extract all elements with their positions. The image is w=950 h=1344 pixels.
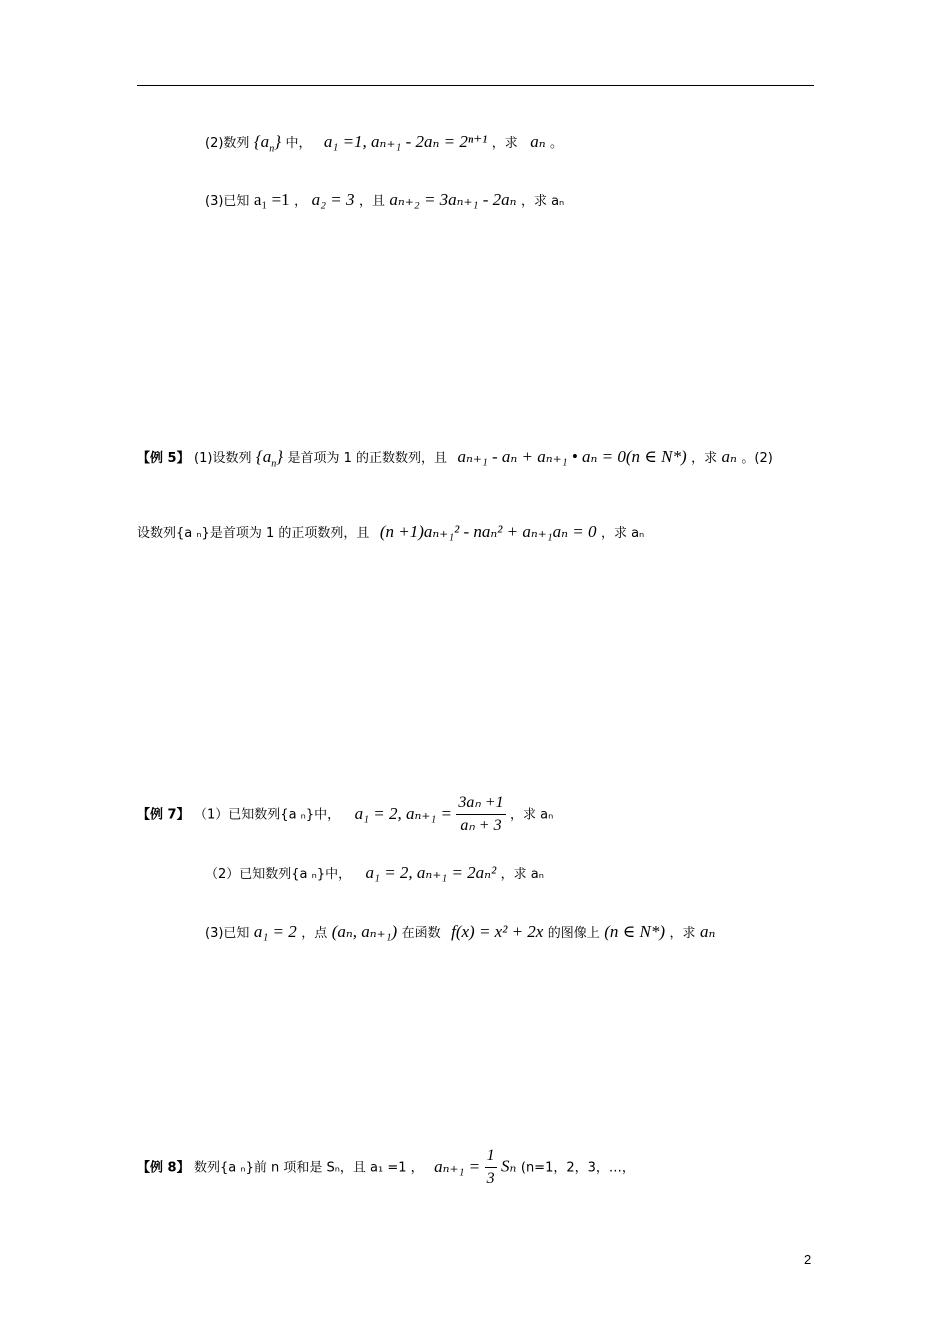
example-7-line	[137, 792, 553, 837]
example-5-part-2	[137, 522, 644, 544]
text: 在函数	[401, 926, 441, 941]
text: （1）已知数列{a ₙ}中，	[194, 807, 341, 823]
item-label: (3)已知	[205, 926, 250, 941]
text: ，求 aₙ	[600, 526, 645, 541]
text: ，求	[691, 451, 718, 466]
equation: (n +1)aₙ₊₁² - naₙ² + aₙ₊₁aₙ = 0	[379, 522, 597, 541]
example-7-part-3	[205, 922, 715, 944]
problem-line-3	[205, 190, 564, 212]
text: ，且	[358, 194, 385, 209]
fraction	[456, 792, 505, 837]
numerator: 3aₙ +1	[456, 792, 505, 815]
example-tag: 【例 8】	[137, 1160, 190, 1176]
example-tag: 【例 5】	[137, 451, 190, 466]
equation: aₙ₊₁ =	[434, 1156, 481, 1176]
target-term: aₙ	[721, 447, 737, 466]
example-5-line	[137, 447, 773, 474]
example-tag: 【例 7】	[137, 807, 190, 823]
sequence-set: $\{a_n\}$	[255, 447, 284, 470]
denominator: aₙ + 3	[460, 817, 502, 834]
text: ，求	[491, 136, 518, 151]
point: (aₙ, aₙ₊₁)	[331, 922, 398, 941]
equation: a₁ = 2, aₙ₊₁ = 2aₙ²	[365, 863, 497, 882]
text: 数列{a ₙ}前 n 项和是 Sₙ，且 a₁ =1 ，	[194, 1160, 424, 1176]
equation: aₙ₊₂ = 3aₙ₊₁ - 2aₙ	[389, 190, 517, 209]
text: 。	[550, 136, 564, 151]
equation: a₁ = 2, aₙ₊₁ =	[354, 803, 452, 823]
equation: a₁ =1, aₙ₊₁ - 2aₙ = 2ⁿ⁺¹	[323, 132, 488, 151]
sequence-set: $\{a_n\}$	[253, 132, 281, 155]
problem-line-2	[205, 132, 563, 159]
condition: a₁ =1	[253, 190, 290, 209]
text: ，求 aₙ	[520, 194, 565, 209]
text: 是首项为 1 的正数数列，且	[287, 451, 448, 466]
denominator: 3	[486, 1170, 495, 1187]
function: f(x) = x² + 2x	[451, 922, 544, 941]
sum-term: Sₙ	[501, 1156, 517, 1176]
item-label: (3)已知	[205, 194, 250, 209]
text: 的图像上	[547, 926, 600, 941]
target-term: aₙ	[530, 132, 546, 151]
condition: (n ∈ N*)	[604, 922, 666, 941]
text: ，求 aₙ	[510, 807, 554, 823]
header-rule	[137, 85, 814, 86]
text: 。(2)	[741, 451, 773, 466]
example-7-part-2	[205, 863, 544, 885]
condition: a₁ = 2	[253, 922, 297, 941]
text: (n=1，2，3，…，	[520, 1160, 635, 1176]
fraction	[485, 1145, 497, 1190]
page-number: 2	[804, 1252, 812, 1267]
text: (1)设数列	[194, 451, 252, 466]
target-term: aₙ	[699, 922, 716, 941]
text: ，求	[669, 926, 696, 941]
text: ，	[294, 194, 308, 209]
text: 中，	[285, 136, 312, 151]
text: ，点	[301, 926, 328, 941]
equation: aₙ₊₁ - aₙ + aₙ₊₁ • aₙ = 0(n ∈ N*)	[457, 447, 687, 466]
numerator: 1	[485, 1145, 497, 1168]
text: ，求 aₙ	[500, 867, 544, 882]
text: （2）已知数列{a ₙ}中，	[205, 867, 352, 882]
example-8-line	[137, 1145, 635, 1190]
item-label: (2)数列	[205, 136, 250, 151]
text: 设数列{a ₙ}是首项为 1 的正项数列，且	[137, 526, 370, 541]
condition: a₂ = 3	[311, 190, 355, 209]
